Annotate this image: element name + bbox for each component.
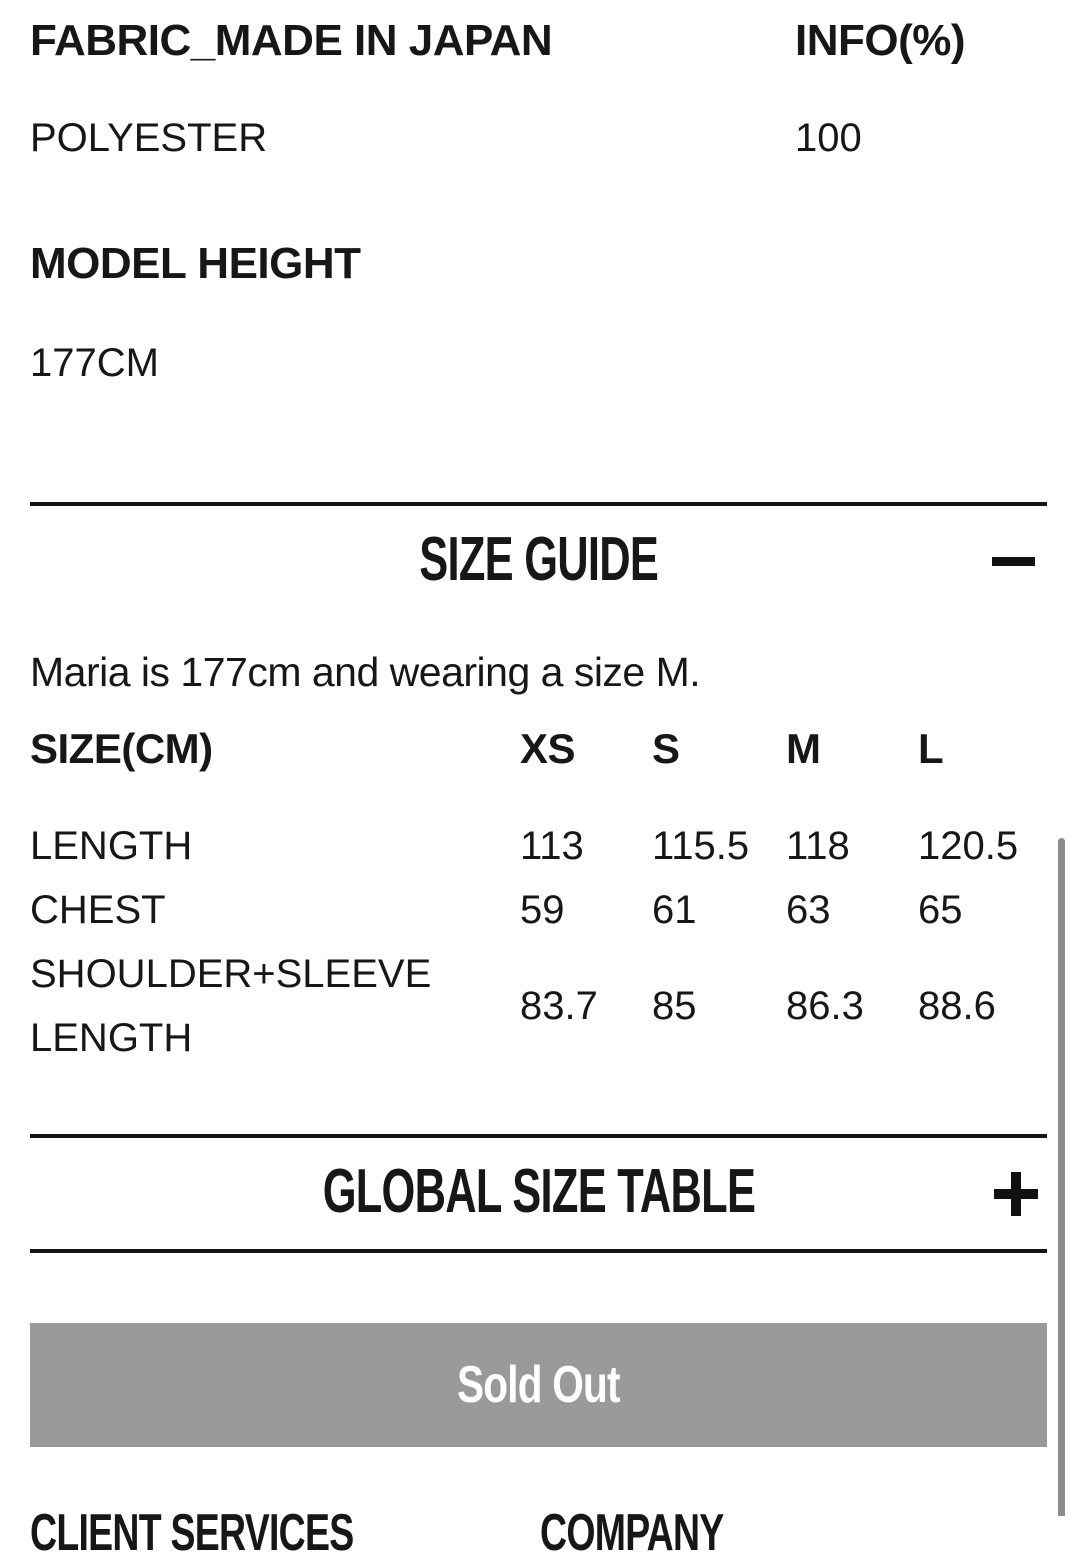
cell-value: 83.7 [520, 983, 598, 1028]
client-services-title: CLIENT SERVICES [30, 1504, 354, 1563]
fabric-material: POLYESTER [30, 116, 268, 160]
scrollbar-thumb[interactable] [1058, 838, 1065, 1516]
global-size-table-accordion-header[interactable] [30, 1138, 1047, 1249]
model-height-title: MODEL HEIGHT [30, 239, 361, 288]
row-label: SHOULDER+SLEEVE LENGTH [30, 952, 432, 1061]
cell-value: 63 [786, 887, 831, 932]
plus-icon[interactable] [994, 1172, 1038, 1216]
global-size-table-title: GLOBAL SIZE TABLE [322, 1157, 755, 1227]
cell-value: 86.3 [786, 983, 864, 1028]
fabric-title: FABRIC_MADE IN JAPAN [30, 16, 553, 65]
cell-value: 88.6 [918, 983, 996, 1028]
cell-value: 85 [652, 983, 697, 1028]
row-label: CHEST [30, 888, 166, 933]
size-col-s: S [652, 725, 680, 772]
cell-value: 120.5 [918, 823, 1019, 868]
fabric-info-header [30, 16, 1047, 66]
cell-value: 65 [918, 887, 963, 932]
model-height-value: 177CM [30, 341, 159, 385]
table-row-length [30, 814, 1047, 878]
cell-value: 118 [786, 823, 850, 868]
footer-company-header[interactable] [540, 1503, 1047, 1563]
cell-value: 115.5 [652, 823, 750, 868]
size-table-header-label: SIZE(CM) [30, 725, 213, 772]
footer [30, 1503, 1047, 1563]
sold-out-label: Sold Out [457, 1356, 620, 1415]
cell-value: 59 [520, 887, 565, 932]
product-detail-page [0, 16, 1075, 1563]
cell-value: 113 [520, 823, 584, 868]
company-title: COMPANY [540, 1504, 724, 1563]
size-col-l: L [918, 725, 944, 772]
size-guide-title: SIZE GUIDE [419, 525, 658, 594]
size-guide-accordion-header[interactable] [30, 506, 1047, 617]
fabric-info-row [30, 116, 1047, 161]
size-table-header-row [30, 718, 1047, 772]
model-size-note: Maria is 177cm and wearing a size M. [30, 649, 701, 695]
minus-icon[interactable] [992, 557, 1035, 566]
cell-value: 61 [652, 887, 697, 932]
footer-client-services-header[interactable] [30, 1503, 540, 1563]
sold-out-button[interactable] [30, 1323, 1047, 1447]
divider [30, 1249, 1047, 1253]
table-row-shoulder-sleeve-length [30, 942, 1047, 1070]
fabric-percent-value: 100 [795, 116, 862, 160]
size-col-xs: XS [520, 725, 576, 772]
table-row-chest [30, 878, 1047, 942]
size-col-m: M [786, 725, 821, 772]
size-guide-table [30, 718, 1047, 1070]
fabric-info-percent-header: INFO(%) [795, 16, 966, 65]
row-label: LENGTH [30, 824, 193, 869]
